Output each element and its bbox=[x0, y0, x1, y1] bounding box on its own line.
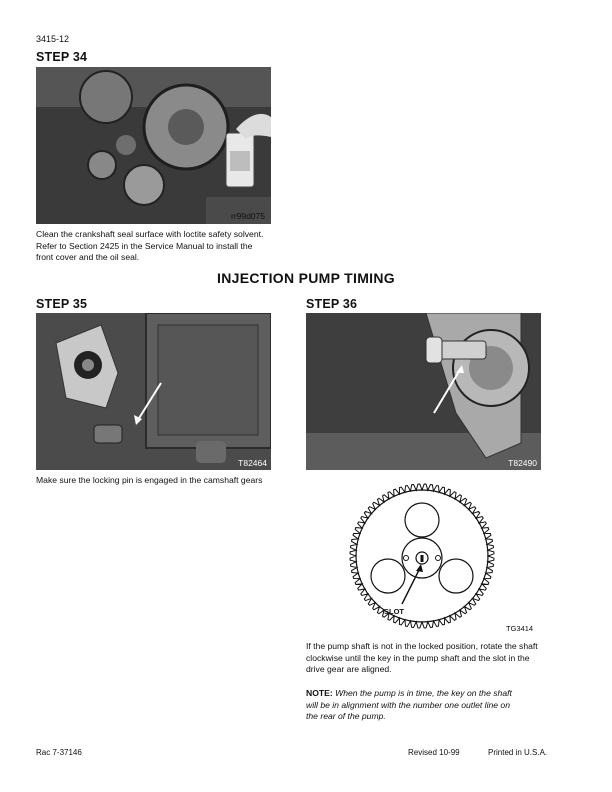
gear-lobe bbox=[405, 503, 439, 537]
step-36-note bbox=[306, 688, 556, 723]
step-36-photo bbox=[306, 313, 541, 470]
step-34-title: STEP 34 bbox=[36, 50, 88, 64]
section-title: INJECTION PUMP TIMING bbox=[217, 270, 395, 286]
step-35-caption: Make sure the locking pin is engaged in the camshaft gears bbox=[36, 475, 263, 485]
step-35-title: STEP 35 bbox=[36, 297, 88, 311]
step-35-photo-code: T82464 bbox=[238, 458, 267, 468]
step-36-title: STEP 36 bbox=[306, 297, 358, 311]
note-line: will be in alignment with the number one outlet line on bbox=[306, 699, 510, 710]
footer-printed: Printed in U.S.A. bbox=[488, 748, 548, 757]
footer-doc-number: Rac 7-37146 bbox=[36, 748, 82, 757]
page-number: 3415-12 bbox=[36, 34, 70, 44]
gear-lobe bbox=[371, 559, 405, 593]
step-34-caption bbox=[36, 229, 276, 264]
footer-revised: Revised 10-99 bbox=[408, 748, 460, 757]
note-line: the rear of the pump. bbox=[306, 711, 386, 721]
step-36-photo-code: T82490 bbox=[508, 458, 537, 468]
caption-line: drive gear are aligned. bbox=[306, 664, 392, 674]
drive-gear-diagram bbox=[340, 476, 505, 636]
step-34-photo bbox=[36, 67, 271, 224]
gear-lobe bbox=[439, 559, 473, 593]
caption-line: front cover and the oil seal. bbox=[36, 252, 140, 262]
step-35-photo bbox=[36, 313, 271, 470]
gear-diagram-code: TG3414 bbox=[506, 624, 534, 633]
caption-line: If the pump shaft is not in the locked position, rotate the shaft bbox=[306, 641, 538, 651]
step-36-caption bbox=[306, 641, 556, 676]
caption-line: clockwise until the key in the pump shaft and the slot in the bbox=[306, 652, 530, 663]
slot-label: SLOT bbox=[384, 607, 404, 616]
note-label: NOTE: bbox=[306, 688, 333, 698]
caption-line: Refer to Section 2425 in the Service Manual to install the bbox=[36, 240, 253, 251]
step-34-photo-code: rr99d075 bbox=[230, 211, 265, 221]
note-line: When the pump is in time, the key on the shaft bbox=[335, 688, 512, 698]
caption-line: Clean the crankshaft seal surface with loctite safety solvent. bbox=[36, 229, 264, 239]
